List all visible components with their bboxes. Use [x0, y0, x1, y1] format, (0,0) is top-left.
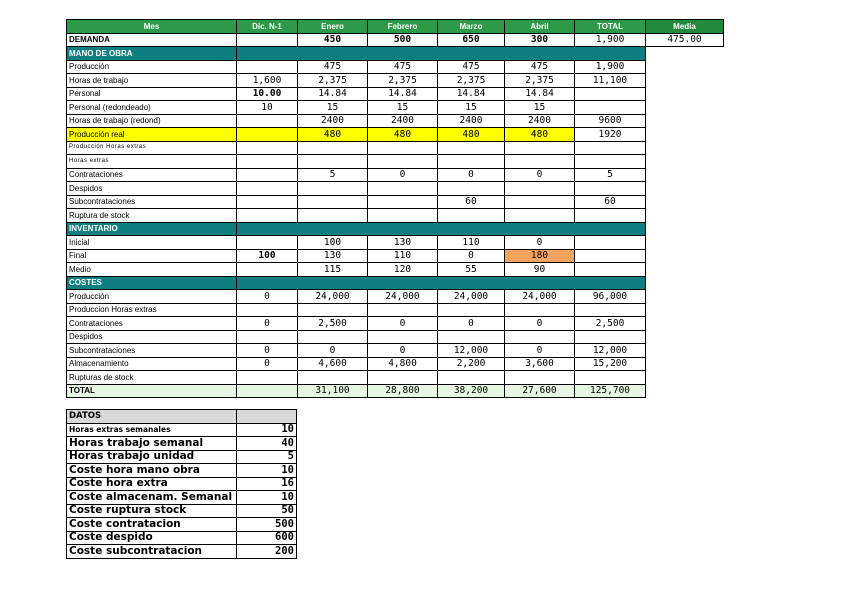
- datos-row: [67, 518, 297, 532]
- cell[interactable]: 14.84: [298, 87, 368, 101]
- cell[interactable]: 180: [505, 249, 575, 263]
- row-label[interactable]: Subcontrataciones: [67, 344, 237, 358]
- media-value[interactable]: 475.00: [646, 33, 724, 47]
- cell[interactable]: [575, 155, 646, 169]
- cell[interactable]: 2,375: [298, 74, 368, 88]
- cell[interactable]: 0: [505, 344, 575, 358]
- cell[interactable]: [438, 155, 505, 169]
- cell[interactable]: 0: [438, 168, 505, 182]
- cell[interactable]: 38,200: [438, 384, 505, 398]
- cell[interactable]: [237, 114, 298, 128]
- table-row: [67, 74, 724, 88]
- cell[interactable]: 28,800: [368, 384, 438, 398]
- cell[interactable]: 4,600: [298, 357, 368, 371]
- inventario-rows: [67, 236, 724, 277]
- section-fill: [237, 222, 646, 236]
- table-row: [67, 249, 724, 263]
- cell[interactable]: 475: [298, 60, 368, 74]
- cell[interactable]: [438, 330, 505, 344]
- cell[interactable]: 27,600: [505, 384, 575, 398]
- section-row: [67, 276, 724, 290]
- cell[interactable]: 0: [368, 317, 438, 331]
- header-row: [67, 20, 724, 34]
- cell[interactable]: [505, 195, 575, 209]
- cell[interactable]: [237, 195, 298, 209]
- table-row: [67, 236, 724, 250]
- section-mano-de-obra[interactable]: MANO DE OBRA: [67, 47, 237, 61]
- cell[interactable]: [438, 303, 505, 317]
- datos-value[interactable]: 16: [237, 477, 297, 491]
- header-febrero[interactable]: Febrero: [368, 20, 438, 34]
- cell[interactable]: 125,700: [575, 384, 646, 398]
- table-row: [67, 263, 724, 277]
- cell[interactable]: 10: [237, 101, 298, 115]
- blank-cell: [646, 155, 724, 169]
- cell[interactable]: 0: [505, 317, 575, 331]
- row-label[interactable]: Despidos: [67, 182, 237, 196]
- cell[interactable]: [368, 209, 438, 223]
- cell[interactable]: 115: [298, 263, 368, 277]
- cell[interactable]: 5: [298, 168, 368, 182]
- cell[interactable]: [575, 303, 646, 317]
- production-plan-table: [66, 19, 724, 398]
- blank-cell: [646, 182, 724, 196]
- cell[interactable]: 1920: [575, 128, 646, 142]
- table-row: [67, 168, 724, 182]
- row-label[interactable]: Almacenamiento: [67, 357, 237, 371]
- cell[interactable]: [438, 141, 505, 155]
- cell[interactable]: [237, 168, 298, 182]
- cell[interactable]: 480: [438, 128, 505, 142]
- cell[interactable]: [237, 209, 298, 223]
- cell[interactable]: 2400: [438, 114, 505, 128]
- blank-cell: [646, 101, 724, 115]
- cell[interactable]: [237, 330, 298, 344]
- datos-value[interactable]: 200: [237, 545, 297, 559]
- cell[interactable]: [575, 236, 646, 250]
- cell[interactable]: [237, 182, 298, 196]
- header-enero[interactable]: Enero: [298, 20, 368, 34]
- cell[interactable]: [298, 209, 368, 223]
- table-row: [67, 317, 724, 331]
- blank-cell: [646, 128, 724, 142]
- cell[interactable]: 2,200: [438, 357, 505, 371]
- datos-label[interactable]: Coste hora mano obra: [67, 464, 237, 478]
- datos-label[interactable]: Coste despido: [67, 531, 237, 545]
- cell[interactable]: [237, 60, 298, 74]
- cell[interactable]: 31,100: [298, 384, 368, 398]
- cell[interactable]: 300: [505, 33, 575, 47]
- cell[interactable]: 55: [438, 263, 505, 277]
- header-marzo[interactable]: Marzo: [438, 20, 505, 34]
- blank-cell: [646, 209, 724, 223]
- cell[interactable]: 1,600: [237, 74, 298, 88]
- table-row: [67, 128, 724, 142]
- cell[interactable]: 2400: [368, 114, 438, 128]
- cell[interactable]: [575, 371, 646, 385]
- datos-row: [67, 423, 297, 437]
- cell[interactable]: 475: [438, 60, 505, 74]
- header-dic[interactable]: Dic. N-1: [237, 20, 298, 34]
- table-row: [67, 357, 724, 371]
- cell[interactable]: [438, 209, 505, 223]
- datos-row: [67, 504, 297, 518]
- cell[interactable]: [237, 303, 298, 317]
- cell[interactable]: [368, 195, 438, 209]
- cell[interactable]: 0: [298, 344, 368, 358]
- cell[interactable]: [237, 128, 298, 142]
- row-label[interactable]: Contrataciones: [67, 317, 237, 331]
- cell[interactable]: [575, 182, 646, 196]
- blank-cell: [646, 303, 724, 317]
- blank-cell: [646, 330, 724, 344]
- blank-cell: [646, 317, 724, 331]
- cell[interactable]: 2400: [298, 114, 368, 128]
- cell[interactable]: 11,100: [575, 74, 646, 88]
- cell[interactable]: 130: [368, 236, 438, 250]
- cell[interactable]: 12,000: [438, 344, 505, 358]
- cell[interactable]: [505, 303, 575, 317]
- row-label[interactable]: Producción real: [67, 128, 237, 142]
- header-abril[interactable]: Abril: [505, 20, 575, 34]
- cell[interactable]: [298, 303, 368, 317]
- row-label[interactable]: Produccion Horas extras: [67, 303, 237, 317]
- table-row: [67, 371, 724, 385]
- cell[interactable]: 0: [237, 290, 298, 304]
- datos-header-empty[interactable]: [237, 410, 297, 424]
- cell[interactable]: 0: [237, 344, 298, 358]
- cell[interactable]: [298, 155, 368, 169]
- cell[interactable]: 2,500: [298, 317, 368, 331]
- cell[interactable]: 475: [368, 60, 438, 74]
- cell[interactable]: 0: [505, 168, 575, 182]
- datos-label[interactable]: Coste almacenam. Semanal: [67, 491, 237, 505]
- cell[interactable]: [237, 236, 298, 250]
- cell[interactable]: 15: [438, 101, 505, 115]
- datos-label[interactable]: Horas extras semanales: [67, 423, 237, 437]
- costes-rows: [67, 290, 724, 385]
- datos-value[interactable]: 10: [237, 491, 297, 505]
- cell[interactable]: 24,000: [298, 290, 368, 304]
- cell[interactable]: [505, 182, 575, 196]
- cell[interactable]: 90: [505, 263, 575, 277]
- cell[interactable]: [505, 155, 575, 169]
- cell[interactable]: 24,000: [505, 290, 575, 304]
- cell[interactable]: 15: [298, 101, 368, 115]
- table-row: [67, 155, 724, 169]
- datos-label[interactable]: Coste hora extra: [67, 477, 237, 491]
- cell[interactable]: 15: [505, 101, 575, 115]
- datos-label[interactable]: Coste subcontratacion: [67, 545, 237, 559]
- cell[interactable]: [575, 101, 646, 115]
- cell[interactable]: 110: [368, 249, 438, 263]
- cell[interactable]: [237, 384, 298, 398]
- datos-table: [66, 409, 297, 559]
- cell[interactable]: [575, 141, 646, 155]
- cell[interactable]: 1,900: [575, 33, 646, 47]
- blank-cell: [646, 384, 724, 398]
- header-mes[interactable]: Mes: [67, 20, 237, 34]
- datos-header-row: [67, 410, 297, 424]
- cell[interactable]: [438, 371, 505, 385]
- table-row: [67, 182, 724, 196]
- section-fill: [237, 276, 646, 290]
- cell[interactable]: 0: [505, 236, 575, 250]
- datos-label[interactable]: Horas trabajo unidad: [67, 450, 237, 464]
- datos-value[interactable]: 600: [237, 531, 297, 545]
- row-label[interactable]: Horas de trabajo (redond): [67, 114, 237, 128]
- cell[interactable]: 14.84: [438, 87, 505, 101]
- datos-row: [67, 545, 297, 559]
- cell[interactable]: 4,800: [368, 357, 438, 371]
- table-row: [67, 344, 724, 358]
- cell[interactable]: 500: [368, 33, 438, 47]
- blank-cell: [646, 276, 724, 290]
- cell[interactable]: [438, 182, 505, 196]
- table-row: [67, 330, 724, 344]
- table-row: [67, 290, 724, 304]
- total-label[interactable]: TOTAL: [67, 384, 237, 398]
- cell[interactable]: 475: [505, 60, 575, 74]
- blank-cell: [646, 168, 724, 182]
- table-row: [67, 101, 724, 115]
- row-label[interactable]: Horas extras: [67, 155, 237, 169]
- cell[interactable]: 10.00: [237, 87, 298, 101]
- datos-value[interactable]: 40: [237, 437, 297, 451]
- cell[interactable]: 0: [237, 357, 298, 371]
- cell[interactable]: 650: [438, 33, 505, 47]
- cell[interactable]: 15,200: [575, 357, 646, 371]
- datos-row: [67, 464, 297, 478]
- blank-cell: [646, 357, 724, 371]
- datos-row: [67, 491, 297, 505]
- cell[interactable]: 120: [368, 263, 438, 277]
- blank-cell: [646, 87, 724, 101]
- section-row: [67, 47, 724, 61]
- datos-row: [67, 477, 297, 491]
- table-row: [67, 195, 724, 209]
- cell[interactable]: [298, 195, 368, 209]
- header-total[interactable]: TOTAL: [575, 20, 646, 34]
- cell[interactable]: [368, 182, 438, 196]
- cell[interactable]: [298, 330, 368, 344]
- cell[interactable]: [505, 330, 575, 344]
- cell[interactable]: [298, 371, 368, 385]
- mano-de-obra-rows: [67, 60, 724, 222]
- datos-value[interactable]: 10: [237, 464, 297, 478]
- blank-cell: [646, 236, 724, 250]
- cell[interactable]: 24,000: [368, 290, 438, 304]
- blank-cell: [646, 141, 724, 155]
- cell[interactable]: 480: [505, 128, 575, 142]
- blank-cell: [646, 263, 724, 277]
- cell[interactable]: 24,000: [438, 290, 505, 304]
- cell[interactable]: 100: [237, 249, 298, 263]
- cell[interactable]: [505, 141, 575, 155]
- cell[interactable]: 2,375: [438, 74, 505, 88]
- cell[interactable]: 5: [575, 168, 646, 182]
- table-row: [67, 87, 724, 101]
- cell[interactable]: 0: [368, 168, 438, 182]
- cell[interactable]: 0: [237, 317, 298, 331]
- section-costes[interactable]: COSTES: [67, 276, 237, 290]
- row-label[interactable]: Inicial: [67, 236, 237, 250]
- cell[interactable]: 15: [368, 101, 438, 115]
- row-label[interactable]: Ruptura de stock: [67, 209, 237, 223]
- cell[interactable]: 110: [438, 236, 505, 250]
- datos-row: [67, 450, 297, 464]
- datos-value[interactable]: 500: [237, 518, 297, 532]
- cell[interactable]: [505, 371, 575, 385]
- total-row: [67, 384, 724, 398]
- demanda-row: [67, 33, 724, 47]
- row-label[interactable]: Final: [67, 249, 237, 263]
- cell[interactable]: [575, 87, 646, 101]
- section-row: [67, 222, 724, 236]
- datos-label[interactable]: Coste contratacion: [67, 518, 237, 532]
- cell[interactable]: 0: [368, 344, 438, 358]
- cell[interactable]: 2400: [505, 114, 575, 128]
- cell[interactable]: 60: [575, 195, 646, 209]
- cell[interactable]: [237, 371, 298, 385]
- cell[interactable]: 480: [368, 128, 438, 142]
- cell[interactable]: [368, 303, 438, 317]
- table-row: [67, 209, 724, 223]
- cell[interactable]: [575, 249, 646, 263]
- datos-title[interactable]: DATOS: [67, 410, 237, 424]
- datos-label[interactable]: Horas trabajo semanal: [67, 437, 237, 451]
- cell[interactable]: [368, 330, 438, 344]
- table-row: [67, 114, 724, 128]
- cell[interactable]: 9600: [575, 114, 646, 128]
- blank-cell: [646, 195, 724, 209]
- row-label[interactable]: Horas de trabajo: [67, 74, 237, 88]
- row-label[interactable]: Producción: [67, 60, 237, 74]
- row-label[interactable]: Personal (redondeado): [67, 101, 237, 115]
- cell[interactable]: 12,000: [575, 344, 646, 358]
- cell[interactable]: 0: [438, 249, 505, 263]
- datos-row: [67, 437, 297, 451]
- row-label[interactable]: Producción Horas extras: [67, 141, 237, 155]
- cell[interactable]: [298, 141, 368, 155]
- cell[interactable]: 0: [438, 317, 505, 331]
- cell[interactable]: [298, 182, 368, 196]
- cell[interactable]: [575, 209, 646, 223]
- blank-cell: [646, 74, 724, 88]
- blank-cell: [646, 371, 724, 385]
- blank-cell: [646, 60, 724, 74]
- cell[interactable]: [505, 209, 575, 223]
- blank-cell: [646, 249, 724, 263]
- row-label[interactable]: Medio: [67, 263, 237, 277]
- cell[interactable]: [237, 263, 298, 277]
- cell[interactable]: 2,375: [505, 74, 575, 88]
- blank-cell: [646, 344, 724, 358]
- cell[interactable]: [575, 263, 646, 277]
- cell[interactable]: [368, 371, 438, 385]
- table-row: [67, 60, 724, 74]
- blank-cell: [646, 222, 724, 236]
- cell[interactable]: [368, 155, 438, 169]
- row-label[interactable]: Producción: [67, 290, 237, 304]
- blank-cell: [646, 47, 724, 61]
- demanda-label[interactable]: DEMANDA: [67, 33, 237, 47]
- cell[interactable]: [575, 330, 646, 344]
- cell[interactable]: 3,600: [505, 357, 575, 371]
- row-label[interactable]: Despidos: [67, 330, 237, 344]
- cell[interactable]: 60: [438, 195, 505, 209]
- header-media[interactable]: Media: [646, 20, 724, 34]
- row-label[interactable]: Contrataciones: [67, 168, 237, 182]
- datos-value[interactable]: 5: [237, 450, 297, 464]
- cell[interactable]: 2,375: [368, 74, 438, 88]
- datos-value[interactable]: 10: [237, 423, 297, 437]
- cell[interactable]: 96,000: [575, 290, 646, 304]
- cell[interactable]: 450: [298, 33, 368, 47]
- table-row: [67, 303, 724, 317]
- cell[interactable]: 130: [298, 249, 368, 263]
- cell[interactable]: 100: [298, 236, 368, 250]
- table-row: [67, 141, 724, 155]
- datos-row: [67, 531, 297, 545]
- cell[interactable]: [237, 141, 298, 155]
- section-fill: [237, 47, 646, 61]
- cell[interactable]: 1,900: [575, 60, 646, 74]
- cell[interactable]: [237, 33, 298, 47]
- row-label[interactable]: Personal: [67, 87, 237, 101]
- datos-label[interactable]: Coste ruptura stock: [67, 504, 237, 518]
- blank-cell: [646, 114, 724, 128]
- section-inventario[interactable]: INVENTARIO: [67, 222, 237, 236]
- row-label[interactable]: Rupturas de stock: [67, 371, 237, 385]
- cell[interactable]: 480: [298, 128, 368, 142]
- row-label[interactable]: Subcontrataciones: [67, 195, 237, 209]
- blank-cell: [646, 290, 724, 304]
- cell[interactable]: [237, 155, 298, 169]
- datos-value[interactable]: 50: [237, 504, 297, 518]
- cell[interactable]: 14.84: [505, 87, 575, 101]
- cell[interactable]: 2,500: [575, 317, 646, 331]
- cell[interactable]: [368, 141, 438, 155]
- cell[interactable]: 14.84: [368, 87, 438, 101]
